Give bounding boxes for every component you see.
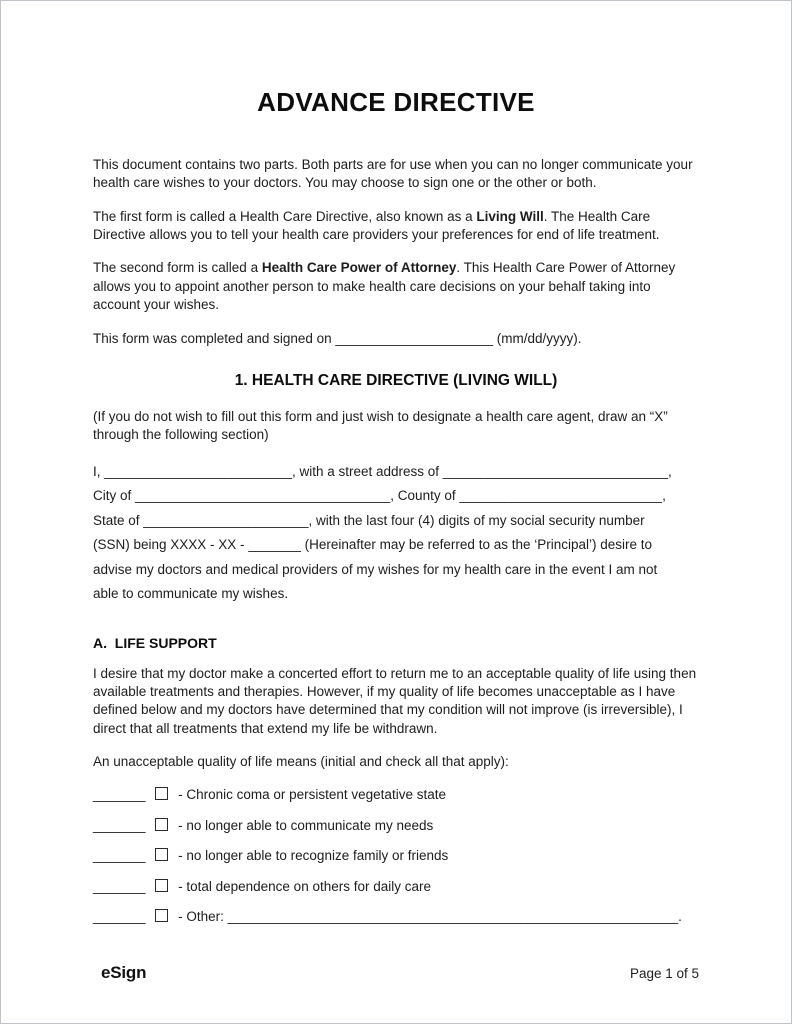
quality-of-life-checklist	[93, 786, 699, 926]
checklist-item-other	[93, 908, 699, 926]
checklist-item-total-dependence	[93, 878, 699, 896]
fill-line-city-county	[93, 484, 699, 509]
text-segment: This form was completed and signed on	[93, 330, 336, 346]
checkbox-icon	[155, 909, 168, 922]
text-segment: (mm/dd/yyyy).	[493, 330, 582, 346]
street-address-blank: ______________________________	[442, 463, 669, 479]
initials-blank: _______	[93, 848, 146, 864]
checkbox-icon	[155, 787, 168, 800]
initials-blank: _______	[93, 878, 146, 894]
initials-blank: _______	[93, 817, 146, 833]
intro-paragraph-2	[93, 208, 699, 245]
checklist-label: - Other:	[178, 909, 228, 925]
checklist-label: - no longer able to communicate my needs	[178, 817, 434, 833]
checklist-label: - total dependence on others for daily care	[178, 878, 432, 894]
life-support-paragraph: I desire that my doctor make a concerted effort to return me to an acceptable quality of life using then available treatments and therapies. However, if my quality of life becomes unacceptable as I have defined below and my doctors have determined that my condition will not improve (is irreversible), I direct that all treatments that extend my life be withdrawn.	[93, 665, 697, 736]
fill-line-ssn-digits	[93, 533, 699, 558]
checkbox-icon	[155, 879, 168, 892]
other-description-blank: ____________________________________________________________	[227, 909, 679, 925]
fill-line-continuation-2: able to communicate my wishes.	[93, 586, 289, 602]
text-segment: , County of	[390, 488, 460, 504]
intro-paragraph-3	[93, 259, 699, 314]
county-blank: ___________________________	[459, 488, 663, 504]
city-blank: __________________________________	[135, 488, 391, 504]
checklist-label: - no longer able to recognize family or friends	[178, 848, 449, 864]
fill-line-name-address	[93, 460, 699, 485]
document-title: ADVANCE DIRECTIVE	[257, 87, 535, 117]
principal-name-blank: _________________________	[104, 463, 292, 479]
text-segment: , with a street address of	[291, 463, 443, 479]
state-blank: ______________________	[143, 512, 309, 528]
quality-of-life-intro: An unacceptable quality of life means (initial and check all that apply):	[93, 754, 509, 770]
text-segment: I,	[93, 463, 105, 479]
intro-paragraph-1: This document contains two parts. Both parts are for use when you can no longer communicate your health care wishes to your doctors. You may choose to sign one or the other or both.	[93, 157, 693, 191]
text-segment: The first form is called a Health Care Directive, also known as a	[93, 208, 477, 224]
initials-blank: _______	[93, 787, 146, 803]
checklist-item-recognize-family	[93, 847, 699, 865]
ssn-last-four-blank: _______	[248, 537, 301, 553]
text-segment: . This Health Care Power of Attorney allows you to appoint another person to make health care decisions on your behalf taking into account your wishes.	[93, 260, 676, 313]
life-support-heading: A. LIFE SUPPORT	[93, 634, 217, 651]
checkbox-icon	[155, 848, 168, 861]
text-segment: City of	[93, 488, 136, 504]
section-1-note: (If you do not wish to fill out this form and just wish to designate a health care agent, draw an “X” through the following section)	[93, 408, 668, 443]
text-segment: (SSN) being XXXX - XX -	[93, 537, 249, 553]
signed-date-line	[93, 330, 699, 348]
principal-info-block	[93, 460, 699, 607]
text-segment: ,	[668, 463, 672, 479]
text-segment: . The Health Care Directive allows you to tell your health care providers your preferences for end of life treatment.	[93, 208, 660, 243]
page-number: Page 1 of 5	[629, 966, 699, 981]
text-segment: ,	[662, 488, 666, 504]
section-1-heading: 1. HEALTH CARE DIRECTIVE (LIVING WILL)	[234, 371, 558, 389]
text-segment: , with the last four (4) digits of my social security number	[308, 512, 645, 528]
page-footer	[101, 963, 699, 983]
checklist-label: - Chronic coma or persistent vegetative state	[178, 787, 446, 803]
checklist-item-communicate-needs	[93, 817, 699, 835]
text-segment: (Hereinafter may be referred to as the ‘Principal’) desire to	[300, 537, 653, 553]
fill-line-state-ssn	[93, 509, 699, 534]
esign-logo: eSign	[101, 963, 147, 982]
signed-date-blank: _____________________	[335, 330, 494, 346]
text-segment: .	[678, 909, 682, 925]
living-will-bold-text: Living Will	[476, 208, 544, 224]
checkbox-icon	[155, 818, 168, 831]
checklist-item-chronic-coma	[93, 786, 699, 804]
power-of-attorney-bold-text: Health Care Power of Attorney	[261, 260, 457, 276]
text-segment: State of	[93, 512, 144, 528]
initials-blank: _______	[93, 909, 146, 925]
fill-line-continuation-1: advise my doctors and medical providers of my wishes for my health care in the event I am not	[93, 561, 658, 577]
text-segment: The second form is called a	[93, 260, 262, 276]
